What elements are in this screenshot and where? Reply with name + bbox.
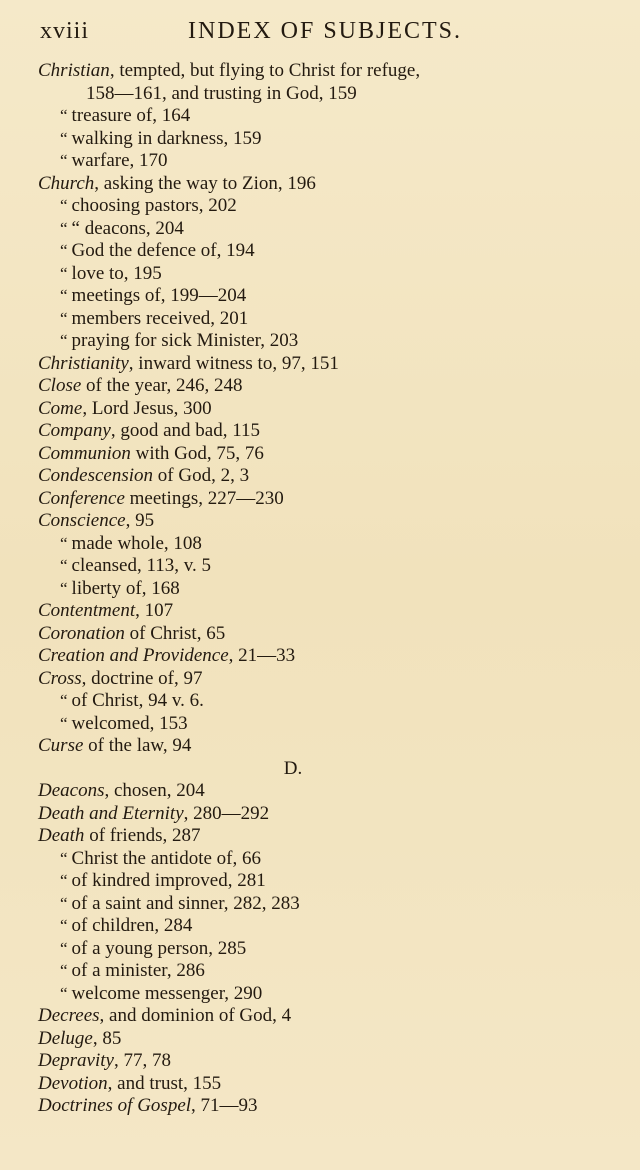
index-locator: , 85 — [92, 1027, 122, 1049]
index-subentry — [38, 870, 620, 893]
index-locator: of Christ, 65 — [124, 622, 226, 644]
index-term: Deacons — [38, 780, 105, 801]
ditto-mark: “ — [60, 196, 68, 215]
ditto-mark: “ — [60, 916, 68, 935]
index-entry — [38, 173, 620, 196]
index-entry — [38, 443, 620, 466]
index-subentry — [38, 915, 620, 938]
subentry-text: of Christ, 94 v. 6. — [71, 690, 204, 711]
subentry-text: made whole, 108 — [71, 532, 202, 554]
index-term: Death — [38, 825, 85, 846]
index-term: Communion — [38, 442, 131, 464]
index-locator: of friends, 287 — [84, 825, 201, 846]
subentry-text: of a young person, 285 — [71, 937, 247, 959]
ditto-mark: “ — [60, 308, 68, 328]
ditto-mark: “ — [60, 106, 68, 125]
index-entries — [38, 60, 620, 1118]
subentry-text: of kindred improved, 281 — [71, 870, 266, 891]
index-term: Decrees — [38, 1005, 100, 1026]
index-entry — [38, 623, 620, 646]
index-entry — [38, 488, 620, 511]
index-entry — [38, 780, 620, 803]
index-locator: , and dominion of God, 4 — [99, 1005, 292, 1026]
index-entry — [38, 1005, 620, 1028]
index-term: Devotion — [38, 1072, 108, 1094]
index-locator: , 95 — [125, 510, 155, 531]
index-subentry — [38, 128, 620, 151]
index-locator: , doctrine of, 97 — [81, 667, 203, 689]
index-locator: , 77, 78 — [113, 1050, 171, 1071]
subentry-text: walking in darkness, 159 — [71, 127, 262, 149]
index-locator: , tempted, but flying to Christ for refuge, — [109, 60, 421, 81]
index-locator: , 71—93 — [191, 1095, 258, 1116]
subentry-text: liberty of, 168 — [71, 577, 180, 599]
index-term: Cross — [38, 667, 82, 689]
index-term: Depravity — [38, 1050, 114, 1071]
index-subentry — [38, 263, 620, 286]
index-locator: of God, 2, 3 — [153, 465, 250, 486]
index-subentry — [38, 690, 620, 713]
running-header — [40, 18, 620, 58]
index-entry — [38, 1095, 620, 1118]
index-entry — [38, 465, 620, 488]
ditto-mark: “ — [60, 893, 68, 913]
ditto-mark: “ — [60, 556, 68, 575]
ditto-mark: “ — [60, 848, 68, 868]
subentry-text: Christ the antidote of, 66 — [71, 847, 261, 869]
ditto-mark: “ — [60, 691, 68, 710]
index-term: Christian — [38, 60, 110, 81]
ditto-mark: “ — [60, 331, 68, 350]
index-term: Conscience — [38, 510, 126, 531]
index-locator: of the law, 94 — [83, 735, 192, 756]
index-term: Close — [38, 375, 82, 396]
index-entry — [38, 735, 620, 758]
subentry-text: members received, 201 — [71, 307, 249, 329]
index-term: Curse — [38, 735, 84, 756]
page-title: INDEX OF SUBJECTS. — [188, 18, 463, 44]
ditto-mark: “ — [60, 128, 68, 148]
index-subentry — [38, 533, 620, 556]
subentry-text: treasure of, 164 — [71, 105, 191, 126]
index-entry — [38, 803, 620, 826]
index-subentry — [38, 713, 620, 736]
subentry-text: of children, 284 — [71, 915, 193, 936]
ditto-mark: “ — [60, 938, 68, 958]
page-number: xviii — [40, 18, 90, 44]
index-subentry — [38, 105, 620, 128]
index-subentry — [38, 983, 620, 1006]
index-term: Death and Eternity — [38, 802, 184, 824]
index-entry — [38, 825, 620, 848]
ditto-mark: “ — [60, 151, 68, 170]
subentry-text: welcomed, 153 — [71, 712, 188, 734]
index-entry — [38, 1073, 620, 1096]
index-locator: , good and bad, 115 — [110, 420, 260, 441]
index-subentry — [38, 578, 620, 601]
index-locator: , and trust, 155 — [107, 1072, 222, 1094]
subentry-text: cleansed, 113, v. 5 — [71, 555, 212, 576]
index-term: Come — [38, 397, 83, 419]
index-entry-continuation: 158—161, and trusting in God, 159 — [86, 82, 357, 104]
index-subentry — [38, 285, 620, 308]
index-entry — [38, 353, 620, 376]
index-subentry — [38, 240, 620, 263]
ditto-mark: “ — [60, 578, 68, 598]
ditto-mark: “ — [60, 533, 68, 553]
subentry-text: God the defence of, 194 — [71, 240, 255, 261]
ditto-mark: “ — [60, 263, 68, 283]
index-subentry — [38, 555, 620, 578]
subentry-text: praying for sick Minister, 203 — [71, 330, 299, 351]
index-entry — [38, 420, 620, 443]
index-locator: , Lord Jesus, 300 — [82, 397, 212, 419]
index-subentry — [38, 893, 620, 916]
subentry-text: love to, 195 — [71, 262, 162, 284]
index-term: Contentment — [38, 600, 136, 621]
index-term: Doctrines of Gospel — [38, 1095, 192, 1116]
section-letter: D. — [283, 757, 303, 779]
index-subentry — [38, 150, 620, 173]
index-subentry — [38, 938, 620, 961]
index-entry — [38, 1050, 620, 1073]
subentry-text: of a minister, 286 — [71, 960, 205, 981]
index-subentry — [38, 848, 620, 871]
subentry-text: choosing pastors, 202 — [71, 195, 237, 216]
index-term: Christianity — [38, 352, 129, 374]
index-term: Deluge — [38, 1027, 93, 1049]
index-term: Conference — [38, 487, 125, 509]
index-locator: , 21—33 — [228, 645, 296, 666]
index-locator: , asking the way to Zion, 196 — [94, 172, 316, 194]
ditto-mark: “ — [60, 983, 68, 1003]
subentry-text: “ deacons, 204 — [71, 217, 184, 239]
index-locator: with God, 75, 76 — [130, 442, 264, 464]
index-term: Creation and Providence — [38, 645, 229, 666]
index-locator: , 107 — [135, 600, 174, 621]
index-subentry — [38, 195, 620, 218]
ditto-mark: “ — [60, 713, 68, 733]
index-term: Condescension — [38, 465, 154, 486]
index-subentry — [38, 960, 620, 983]
index-entry — [38, 600, 620, 623]
index-term: Company — [38, 420, 111, 441]
index-entry — [38, 398, 620, 421]
ditto-mark: “ — [60, 286, 68, 305]
index-entry — [38, 510, 620, 533]
index-locator: meetings, 227—230 — [124, 487, 284, 509]
ditto-mark: “ — [60, 241, 68, 260]
index-locator: , 280—292 — [183, 802, 270, 824]
index-term: Coronation — [38, 622, 125, 644]
index-locator: , inward witness to, 97, 151 — [128, 352, 339, 374]
index-subentry — [38, 308, 620, 331]
index-entry — [38, 60, 620, 83]
index-entry — [38, 668, 620, 691]
index-locator: , chosen, 204 — [104, 780, 205, 801]
subentry-text: warfare, 170 — [71, 150, 168, 171]
index-subentry — [38, 218, 620, 241]
ditto-mark: “ — [60, 218, 68, 238]
ditto-mark: “ — [60, 871, 68, 890]
index-term: Church — [38, 172, 95, 194]
subentry-text: welcome messenger, 290 — [71, 982, 263, 1004]
index-entry — [38, 375, 620, 398]
subentry-text: of a saint and sinner, 282, 283 — [71, 892, 300, 914]
index-entry — [38, 1028, 620, 1051]
subentry-text: meetings of, 199—204 — [71, 285, 247, 306]
index-subentry — [38, 330, 620, 353]
index-entry — [38, 645, 620, 668]
ditto-mark: “ — [60, 961, 68, 980]
index-locator: of the year, 246, 248 — [81, 375, 243, 396]
